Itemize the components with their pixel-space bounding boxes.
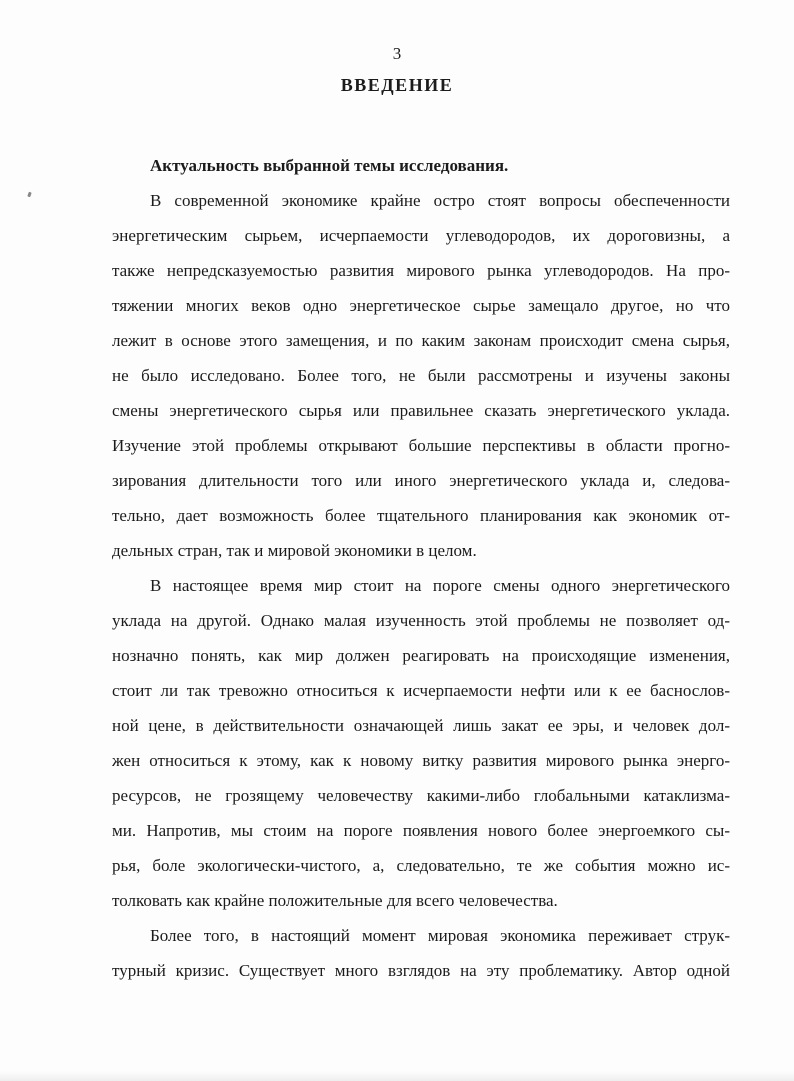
text-line: зирования длительности того или иного энергетического уклада и, следова-	[112, 471, 730, 490]
text-line: энергетическим сырьем, исчерпаемости углеводородов, их дороговизны, а	[112, 226, 730, 245]
text-line: Изучение этой проблемы открывают большие перспективы в области прогно-	[112, 436, 730, 455]
page-number: 3	[392, 44, 402, 63]
text-line: ной цене, в действительности означающей лишь закат ее эры, и человек дол-	[112, 716, 730, 735]
text-line: толковать как крайне положительные для всего человечества.	[112, 891, 558, 910]
lead-sentence: Актуальность выбранной темы исследования.	[150, 156, 509, 175]
text-line: рья, боле экологически-чистого, а, следовательно, те же события можно ис-	[112, 856, 730, 875]
text-line: В современной экономике крайне остро стоят вопросы обеспеченности	[150, 191, 730, 210]
text-line: не было исследовано. Более того, не были рассмотрены и изучены законы	[112, 366, 730, 385]
text-line: также непредсказуемостью развития мирового рынка углеводородов. На про-	[112, 261, 730, 280]
text-line: В настоящее время мир стоит на пороге смены одного энергетического	[150, 576, 730, 595]
scan-speck	[27, 192, 32, 198]
paragraphs-container	[112, 183, 730, 988]
text-line: дельных стран, так и мировой экономики в целом.	[112, 541, 477, 560]
text-line: ми. Напротив, мы стоим на пороге появления нового более энергоемкого сы-	[112, 821, 730, 840]
text-line: жен относиться к этому, как к новому витку развития мирового рынка энерго-	[112, 751, 730, 770]
text-line: лежит в основе этого замещения, и по каким законам происходит смена сырья,	[112, 331, 730, 350]
text-line: смены энергетического сырья или правильнее сказать энергетического уклада.	[112, 401, 730, 420]
text-line: Более того, в настоящий момент мировая экономика переживает струк-	[150, 926, 730, 945]
text-line: стоит ли так тревожно относиться к исчерпаемости нефти или к ее баснослов-	[112, 681, 730, 700]
text-line: тельно, дает возможность более тщательного планирования как экономик от-	[112, 506, 730, 525]
text-line: турный кризис. Существует много взглядов на эту проблематику. Автор одной	[112, 961, 730, 980]
body-text	[112, 148, 730, 988]
text-line: уклада на другой. Однако малая изученность этой проблемы не позволяет од-	[112, 611, 730, 630]
text-line: тяжении многих веков одно энергетическое сырье замещало другое, но что	[112, 296, 730, 315]
text-line: нозначно понять, как мир должен реагировать на происходящие изменения,	[112, 646, 730, 665]
text-line: ресурсов, не грозящему человечеству какими-либо глобальными катаклизма-	[112, 786, 730, 805]
section-heading: ВВЕДЕНИЕ	[340, 75, 454, 95]
